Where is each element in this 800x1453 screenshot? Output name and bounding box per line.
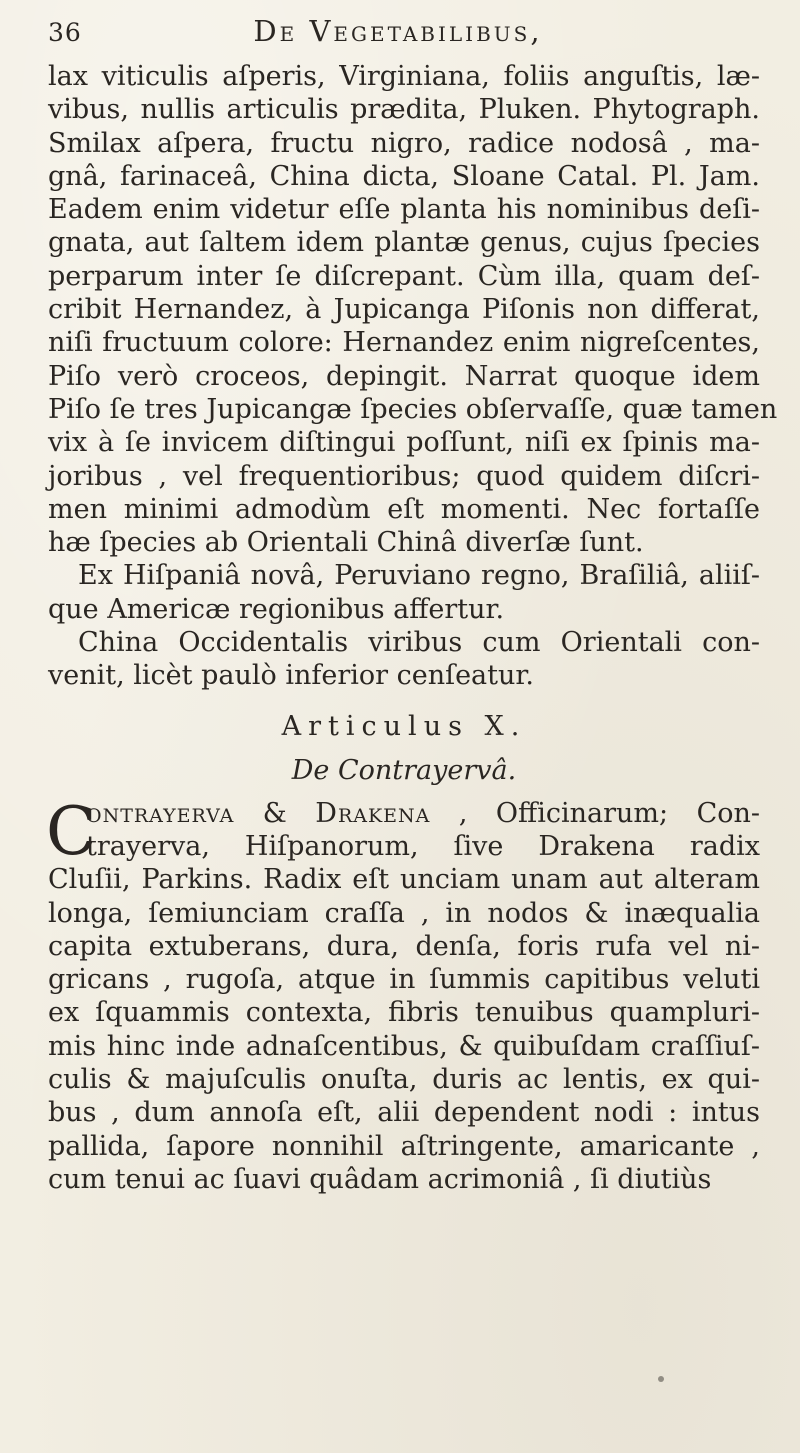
paragraph-3 [48, 626, 760, 693]
text-line: hæ ſpecies ab Orientali Chinâ diverſæ ſunt. [48, 527, 644, 559]
text-line: Cluſii, Parkins. Radix eſt unciam unam aut alteram [48, 864, 760, 896]
text-line: gricans , rugoſa, atque in ſummis capitibus veluti [48, 964, 760, 996]
line-rest: , Officinarum; Con- [430, 797, 760, 829]
text-line: China Occidentalis viribus cum Orientali con- [78, 627, 760, 659]
text-line: cum tenui ac ſuavi quâdam acrimoniâ , ſi diutiùs [48, 1163, 712, 1195]
text-line: capita extuberans, dura, denſa, foris rufa vel ni- [48, 930, 760, 962]
page-number: 36 [48, 18, 82, 47]
drop-cap: C [46, 792, 97, 870]
page-header [48, 14, 748, 54]
text-line: trayerva, Hiſpanorum, ſive Drakena radix [86, 830, 760, 862]
body-text [46, 60, 778, 1196]
text-line: niſi fructuum colore: Hernandez enim nigreſcentes, [48, 327, 760, 359]
text-line: culis & majuſculis onuſta, duris ac lentis, ex qui- [48, 1064, 760, 1096]
article-heading: Articulus X. [281, 710, 527, 742]
text-line: Piſo ſe tres Jupicangæ ſpecies obſervaſſe, quæ tamen [48, 393, 778, 425]
paragraph-4 [46, 792, 760, 1197]
text-line: bus , dum annoſa eſt, alii dependent nodi : intus [48, 1097, 760, 1129]
text-line: men minimi admodùm eſt momenti. Nec fortaſſe [48, 493, 760, 525]
text-line: mis hinc inde adnaſcentibus, & quibuſdam craſſiuſ- [48, 1030, 760, 1062]
text-line: venit, licèt paulò inferior cenſeatur. [48, 660, 534, 692]
article-subheading: De Contrayervâ. [291, 754, 517, 786]
text-line: gnata, aut ſaltem idem plantæ genus, cujus ſpecies [48, 227, 760, 259]
text-line: vibus, nullis articulis prædita, Pluken. Phytograph. [48, 94, 760, 126]
text-line: que Americæ regionibus affertur. [48, 593, 505, 625]
text-line: gnâ, farinaceâ, China dicta, Sloane Catal. Pl. Jam. [48, 160, 760, 192]
running-head: De Vegetabilibus, [253, 14, 543, 48]
text-line: Smilax aſpera, fructu nigro, radice nodosâ , ma- [48, 127, 760, 159]
text-line: pallida, ſapore nonnihil aſtringente, amaricante , [48, 1130, 760, 1162]
text-line: cribit Hernandez, à Jupicanga Piſonis non differat, [48, 294, 760, 326]
text-line [48, 797, 760, 830]
text-line: vix à ſe invicem diſtingui poſſunt, niſi ex ſpinis ma- [48, 427, 760, 459]
name-smallcaps: ontrayerva [86, 797, 235, 829]
text-line: lax viticulis aſperis, Virginiana, foliis anguſtis, læ- [48, 61, 760, 92]
text-line: Eadem enim videtur eſſe planta his nominibus deſi- [48, 194, 760, 226]
paragraph-1 [48, 60, 778, 559]
ink-spot [658, 1376, 664, 1382]
text-line: joribus , vel frequentioribus; quod quidem diſcri- [48, 460, 760, 492]
text-line: Ex Hiſpaniâ novâ, Peruviano regno, Braſiliâ, aliiſ- [78, 560, 760, 592]
ampersand: & [234, 797, 316, 829]
text-line: Piſo verò croceos, depingit. Narrat quoque idem [48, 360, 760, 392]
text-line: perparum inter ſe diſcrepant. Cùm illa, quam deſ- [48, 260, 760, 292]
text-line: longa, ſemiunciam craſſa , in nodos & inæqualia [48, 897, 760, 929]
name-smallcaps: Drakena [315, 797, 431, 829]
paragraph-2 [48, 559, 760, 626]
text-line: ex ſquammis contexta, fibris tenuibus quampluri- [48, 997, 760, 1029]
